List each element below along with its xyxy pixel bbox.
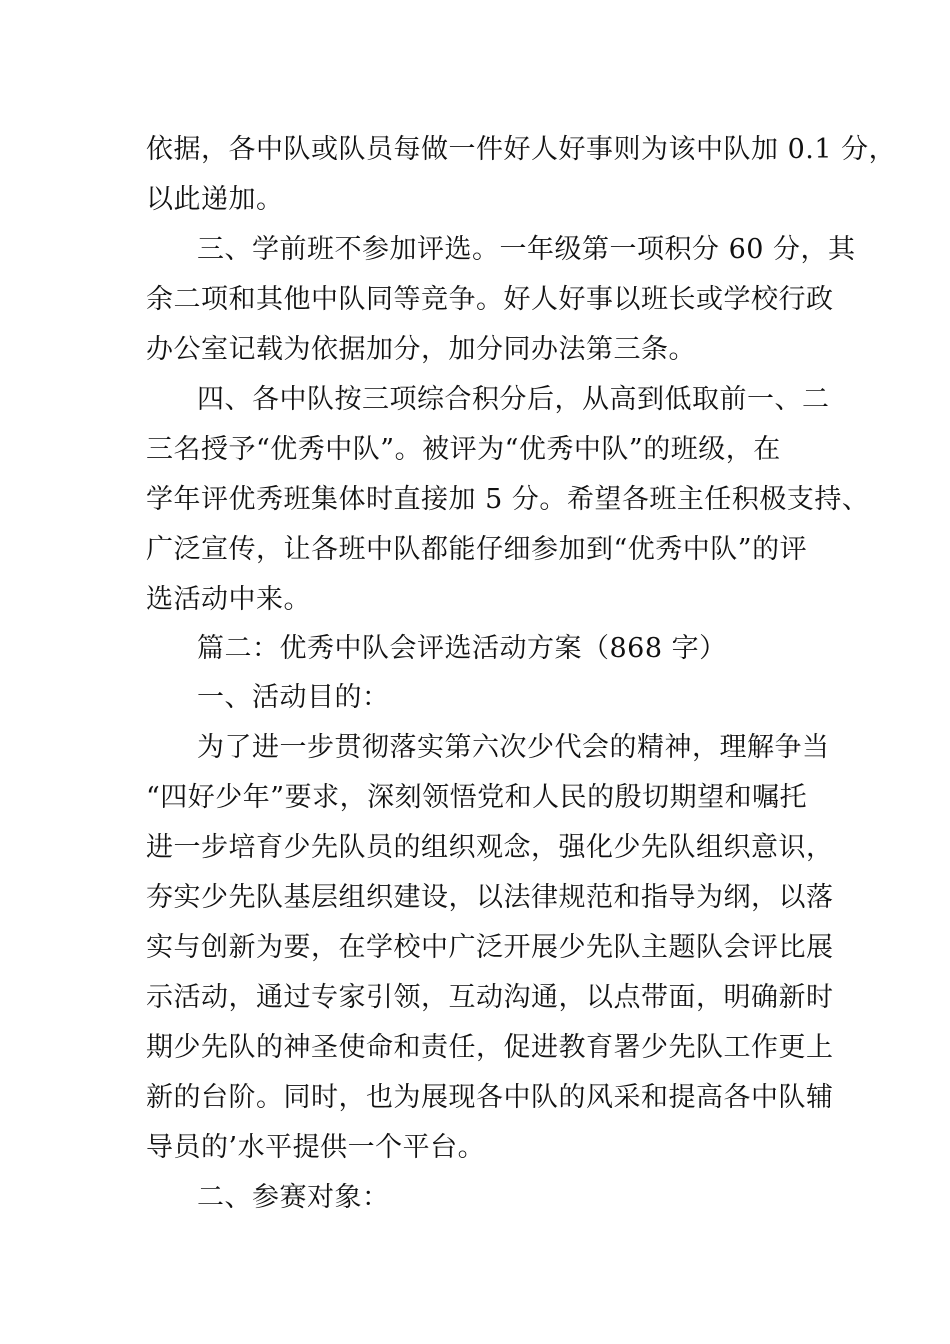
text-line: 新的台阶。同时，也为展现各中队的风采和提高各中队辅: [146, 1082, 834, 1113]
text-line: 夯实少先队基层组织建设，以法律规范和指导为纲，以落: [146, 882, 834, 913]
text-line: 进一步培育少先队员的组织观念，强化少先队组织意识，: [146, 832, 834, 863]
text-line: 期少先队的神圣使命和责任，促进教育署少先队工作更上: [146, 1032, 834, 1063]
subheading: 一、活动目的：: [197, 682, 390, 713]
text-line: 学年评优秀班集体时直接加 5 分。希望各班主任积极支持、: [146, 484, 870, 515]
text-line: “四好少年”要求，深刻领悟党和人民的殷切期望和嘱托: [146, 782, 808, 813]
text-line: 实与创新为要，在学校中广泛开展少先队主题队会评比展: [146, 932, 834, 963]
text-line: 四、各中队按三项综合积分后，从高到低取前一、二: [197, 384, 830, 415]
text-line: 为了进一步贯彻落实第六次少代会的精神，理解争当: [197, 732, 830, 763]
text-line: 办公室记载为依据加分，加分同办法第三条。: [146, 334, 696, 365]
text-line: 选活动中来。: [146, 584, 311, 615]
text-line: 导员的’水平提供一个平台。: [146, 1132, 486, 1163]
text-line: 依据，各中队或队员每做一件好人好事则为该中队加 0.1 分，: [146, 134, 897, 165]
text-line: 以此递加。: [146, 184, 284, 215]
text-line: 余二项和其他中队同等竞争。好人好事以班长或学校行政: [146, 284, 834, 315]
subheading: 二、参赛对象：: [197, 1182, 390, 1213]
section-heading: 篇二：优秀中队会评选活动方案（868 字）: [197, 633, 727, 664]
text-line: 三、学前班不参加评选。一年级第一项积分 60 分，其: [197, 234, 856, 265]
text-line: 三名授予“优秀中队”。被评为“优秀中队”的班级，在: [146, 434, 781, 465]
text-line: 广泛宣传，让各班中队都能仔细参加到“优秀中队”的评: [146, 534, 808, 565]
text-line: 示活动，通过专家引领，互动沟通，以点带面，明确新时: [146, 982, 834, 1013]
